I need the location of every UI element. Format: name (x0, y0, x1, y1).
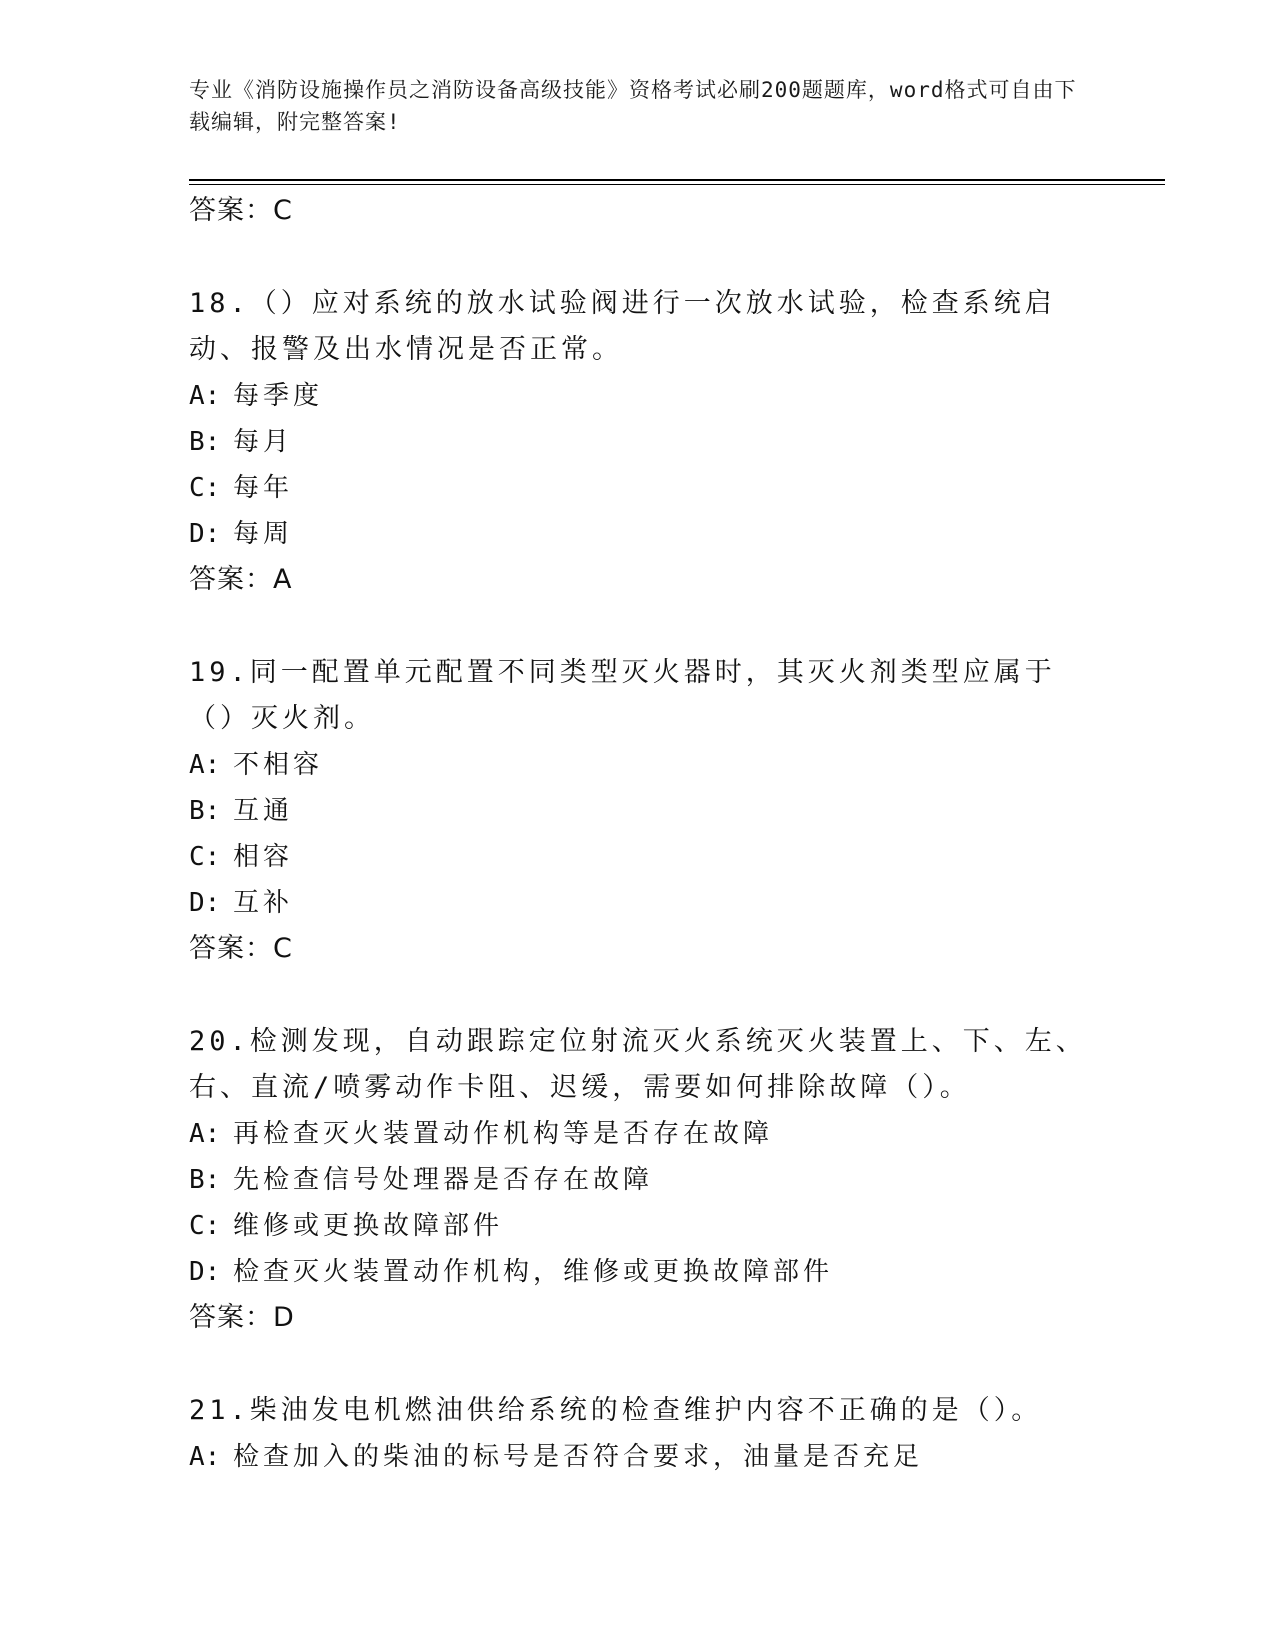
option-d (189, 880, 1089, 926)
option-text: 每年 (233, 473, 294, 503)
option-key: D: (189, 1257, 221, 1287)
option-a (189, 373, 1089, 419)
question-stem: 18.（）应对系统的放水试验阀进行一次放水试验，检查系统启动、报警及出水情况是否正常。 (189, 288, 1056, 365)
option-a (189, 1434, 1089, 1480)
option-text: 再检查灭火装置动作机构等是否存在故障 (233, 1119, 774, 1149)
answer-line: 答案：D (189, 1302, 295, 1333)
option-text: 每周 (233, 519, 294, 549)
option-text: 相容 (233, 842, 294, 872)
option-key: C: (189, 1211, 221, 1241)
header-rule-thick (189, 179, 1165, 181)
option-key: A: (189, 381, 221, 411)
option-text: 不相容 (233, 750, 324, 780)
answer-line: 答案：A (189, 564, 293, 595)
option-text: 先检查信号处理器是否存在故障 (233, 1165, 654, 1195)
option-a (189, 742, 1089, 788)
option-key: A: (189, 1119, 221, 1149)
option-c (189, 1203, 1089, 1249)
option-text: 维修或更换故障部件 (233, 1211, 504, 1241)
option-d (189, 1249, 1089, 1295)
option-text: 互通 (233, 796, 294, 826)
option-key: C: (189, 473, 221, 503)
option-key: D: (189, 519, 221, 549)
header-rule-thin (189, 184, 1165, 185)
option-a (189, 1111, 1089, 1157)
option-text: 互补 (233, 888, 294, 918)
question-list (189, 193, 1089, 1480)
question-item (189, 1019, 1089, 1336)
answer-line: 答案：C (189, 195, 293, 226)
option-c (189, 465, 1089, 511)
option-key: D: (189, 888, 221, 918)
option-c (189, 834, 1089, 880)
option-key: B: (189, 1165, 221, 1195)
option-key: A: (189, 1442, 221, 1472)
page-header: 专业《消防设施操作员之消防设备高级技能》资格考试必刷200题题库，word格式可自由下载编辑，附完整答案! (189, 78, 1077, 134)
option-text: 每月 (233, 427, 294, 457)
option-key: A: (189, 750, 221, 780)
option-b (189, 788, 1089, 834)
question-stem: 20.检测发现，自动跟踪定位射流灭火系统灭火装置上、下、左、右、直流/喷雾动作卡阻、迟缓，需要如何排除故障（）。 (189, 1026, 1087, 1103)
option-key: B: (189, 427, 221, 457)
question-stem: 21.柴油发电机燃油供给系统的检查维护内容不正确的是（）。 (189, 1395, 1043, 1426)
option-text: 每季度 (233, 381, 324, 411)
option-b (189, 1157, 1089, 1203)
answer-line: 答案：C (189, 933, 293, 964)
option-b (189, 419, 1089, 465)
question-item (189, 281, 1089, 598)
option-text: 检查灭火装置动作机构，维修或更换故障部件 (233, 1257, 834, 1287)
option-key: C: (189, 842, 221, 872)
question-item (189, 1388, 1089, 1480)
question-item (189, 650, 1089, 967)
option-text: 检查加入的柴油的标号是否符合要求，油量是否充足 (233, 1442, 924, 1472)
question-stem: 19.同一配置单元配置不同类型灭火器时，其灭火剂类型应属于（）灭火剂。 (189, 657, 1056, 734)
option-key: B: (189, 796, 221, 826)
option-d (189, 511, 1089, 557)
